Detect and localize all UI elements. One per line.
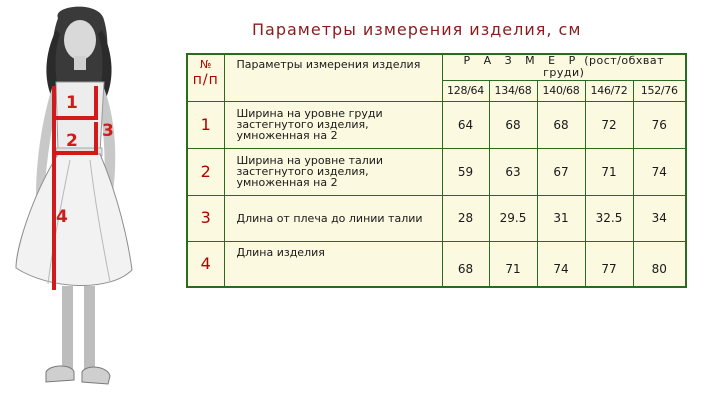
row-value: 80	[633, 241, 686, 287]
row-value: 68	[537, 101, 585, 148]
row-value: 68	[489, 101, 537, 148]
row-parameter: Длина изделия	[224, 241, 442, 287]
table-row	[187, 148, 686, 195]
num-symbol: №	[200, 58, 212, 71]
row-value: 71	[585, 148, 633, 195]
row-value: 32.5	[585, 195, 633, 241]
header-row	[187, 54, 686, 80]
row-parameter: Длина от плеча до линии талии	[224, 195, 442, 241]
row-value: 28	[442, 195, 489, 241]
table-row	[187, 241, 686, 287]
row-value: 74	[633, 148, 686, 195]
row-number: 4	[187, 241, 224, 287]
row-value: 71	[489, 241, 537, 287]
girl-dress-figure	[0, 0, 180, 416]
row-parameter: Ширина на уровне груди застегнутого изделия, умноженная на 2	[224, 101, 442, 148]
row-value: 68	[442, 241, 489, 287]
measurement-illustration	[0, 0, 180, 416]
row-value: 64	[442, 101, 489, 148]
row-value: 67	[537, 148, 585, 195]
size-header: 146/72	[585, 80, 633, 101]
size-header: 140/68	[537, 80, 585, 101]
size-table	[186, 53, 687, 288]
row-number: 1	[187, 101, 224, 148]
row-value: 77	[585, 241, 633, 287]
marker-3: 3	[102, 121, 114, 141]
row-value: 63	[489, 148, 537, 195]
marker-4: 4	[56, 207, 68, 227]
row-number: 2	[187, 148, 224, 195]
size-header: 152/76	[633, 80, 686, 101]
num-header-cell	[187, 54, 224, 101]
marker-1: 1	[66, 93, 78, 113]
page-title: Параметры измерения изделия, см	[252, 20, 582, 39]
row-value: 59	[442, 148, 489, 195]
razmer-header-cell	[442, 54, 686, 80]
marker-2: 2	[66, 131, 78, 151]
num-label: п/п	[192, 72, 219, 88]
row-value: 72	[585, 101, 633, 148]
row-number: 3	[187, 195, 224, 241]
param-header-cell	[224, 54, 442, 101]
table-row	[187, 195, 686, 241]
table-row	[187, 101, 686, 148]
param-header-label: Параметры измерения изделия	[236, 58, 421, 71]
row-value: 74	[537, 241, 585, 287]
razmer-word: Р А З М Е Р	[463, 54, 581, 68]
row-value: 34	[633, 195, 686, 241]
size-header: 128/64	[442, 80, 489, 101]
razmer-note: (рост/обхват груди)	[543, 54, 665, 80]
size-header: 134/68	[489, 80, 537, 101]
row-value: 31	[537, 195, 585, 241]
row-value: 76	[633, 101, 686, 148]
row-value: 29.5	[489, 195, 537, 241]
row-parameter: Ширина на уровне талии застегнутого изделия, умноженная на 2	[224, 148, 442, 195]
